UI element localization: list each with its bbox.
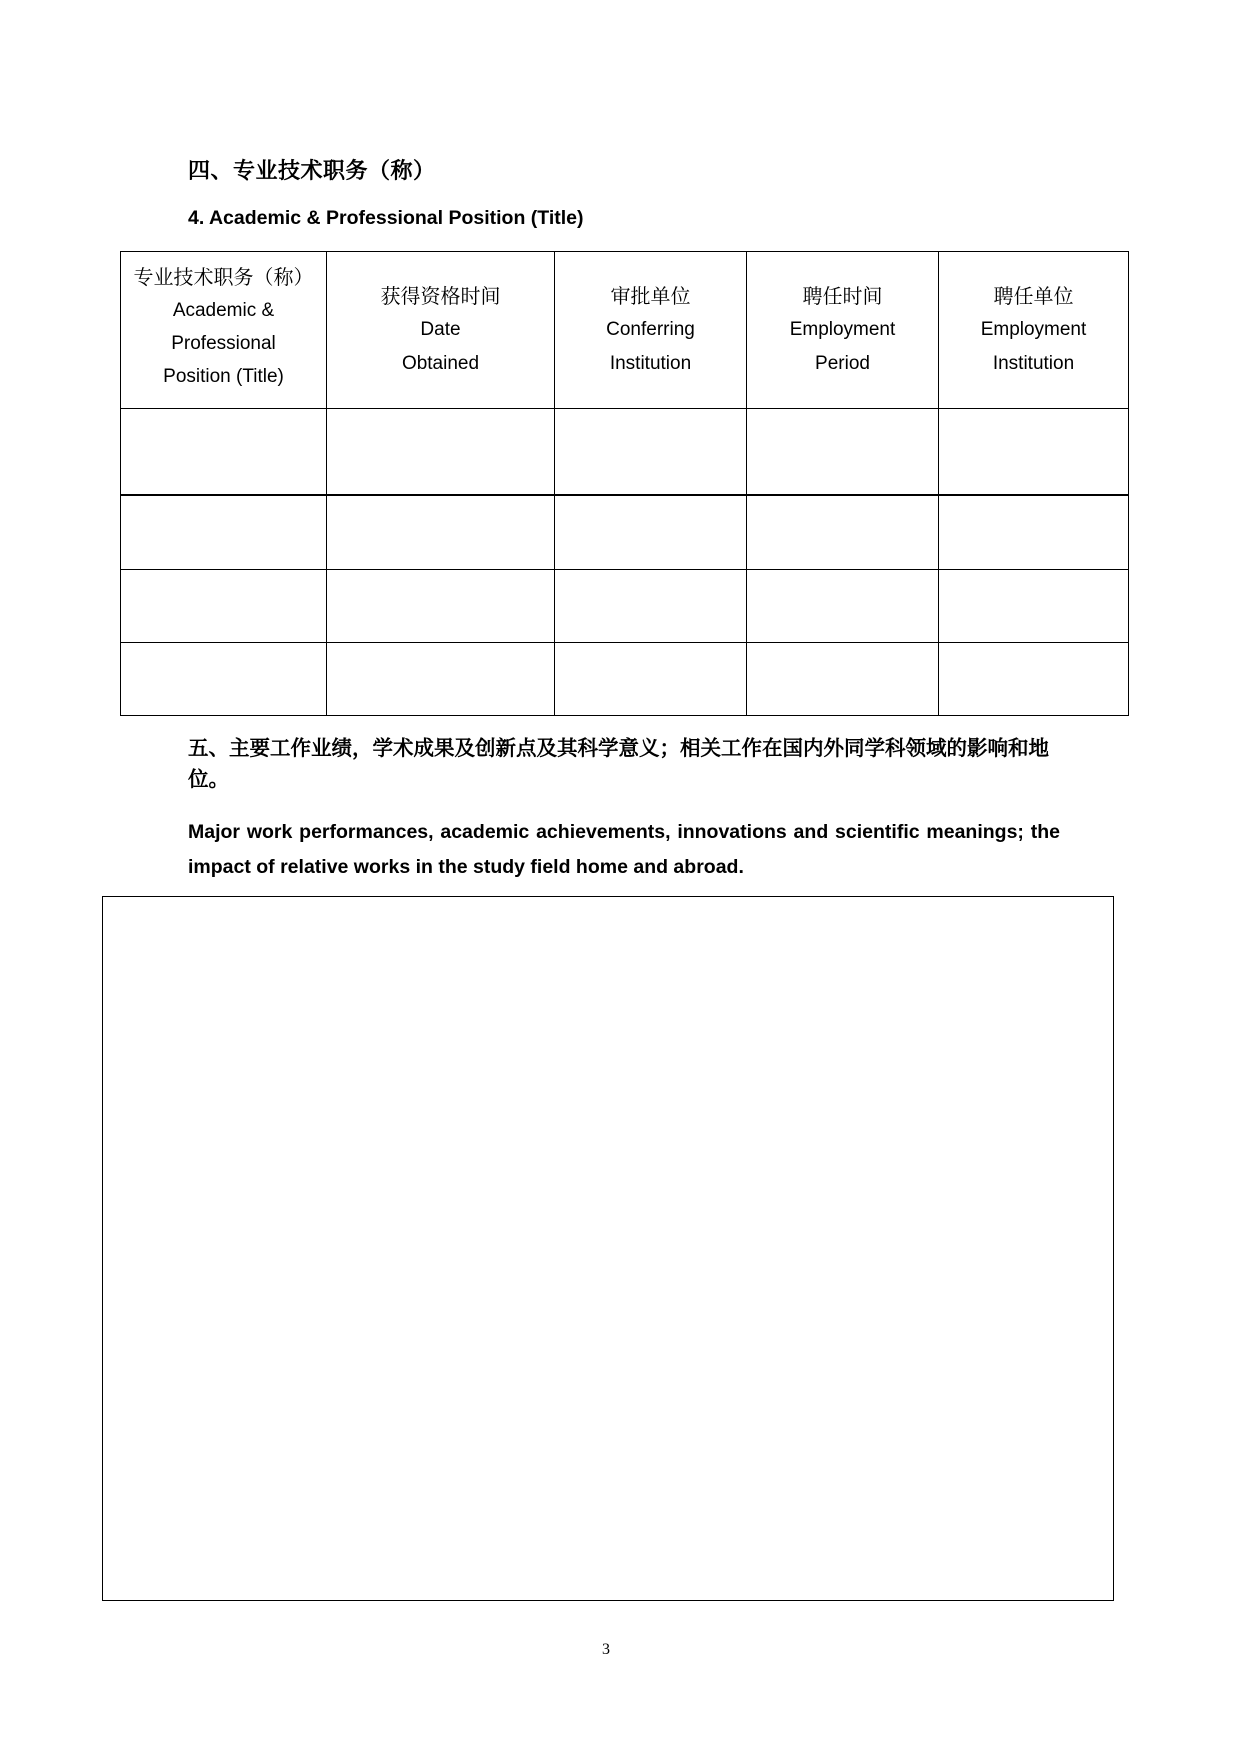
column-header-cn: 聘任单位 — [993, 284, 1074, 308]
table-row — [121, 495, 1129, 570]
table-header-row — [121, 252, 1129, 409]
table-cell-position-title[interactable] — [121, 409, 327, 496]
table-cell-employment-period[interactable] — [747, 495, 939, 570]
table-cell-date-obtained[interactable] — [327, 495, 555, 570]
table-cell-employment-institution[interactable] — [939, 409, 1129, 496]
column-header-en: Period — [815, 353, 870, 374]
column-header-en: Date — [420, 319, 461, 340]
table-cell-position-title[interactable] — [121, 643, 327, 716]
table-cell-date-obtained[interactable] — [327, 570, 555, 643]
column-header-en: Conferring — [606, 319, 695, 340]
column-header-position-title — [121, 252, 327, 409]
column-header-en: Employment — [980, 319, 1087, 340]
table-cell-employment-period[interactable] — [747, 570, 939, 643]
table-cell-conferring-institution[interactable] — [555, 570, 747, 643]
page-number: 3 — [602, 1641, 610, 1658]
section5-heading-en: Major work performances, academic achievements, innovations and scientific meanings; the impact of relative works in the study field home and abroad. — [188, 821, 1060, 878]
table-cell-date-obtained[interactable] — [327, 643, 555, 716]
positions-table — [120, 251, 1129, 716]
table-cell-conferring-institution[interactable] — [555, 643, 747, 716]
column-header-en: Obtained — [401, 353, 480, 374]
table-row — [121, 643, 1129, 716]
table-cell-position-title[interactable] — [121, 495, 327, 570]
table-cell-date-obtained[interactable] — [327, 409, 555, 496]
column-header-conferring-institution — [555, 252, 747, 409]
column-header-en: Professional — [171, 333, 276, 354]
column-header-cn: 专业技术职务（称） — [133, 265, 314, 289]
column-header-cn: 聘任时间 — [802, 284, 883, 308]
column-header-date-obtained — [327, 252, 555, 409]
column-header-employment-period — [747, 252, 939, 409]
table-cell-employment-institution[interactable] — [939, 643, 1129, 716]
column-header-en: Employment — [789, 319, 896, 340]
table-row — [121, 409, 1129, 496]
table-cell-employment-institution[interactable] — [939, 495, 1129, 570]
table-cell-conferring-institution[interactable] — [555, 409, 747, 496]
table-cell-employment-period[interactable] — [747, 643, 939, 716]
section4-heading-cn: 四、专业技术职务（称） — [188, 159, 436, 184]
column-header-employment-institution — [939, 252, 1129, 409]
table-cell-conferring-institution[interactable] — [555, 495, 747, 570]
column-header-en: Position (Title) — [163, 366, 284, 387]
column-header-cn: 获得资格时间 — [380, 284, 501, 308]
column-header-en: Institution — [609, 353, 692, 374]
table-cell-position-title[interactable] — [121, 570, 327, 643]
column-header-en: Institution — [992, 353, 1075, 374]
table-row — [121, 570, 1129, 643]
table-cell-employment-period[interactable] — [747, 409, 939, 496]
column-header-en: Academic & — [172, 300, 275, 321]
section5-heading-cn: 五、主要工作业绩，学术成果及创新点及其科学意义；相关工作在国内外同学科领域的影响和地位。 — [188, 736, 1049, 791]
section4-heading-en: 4. Academic & Professional Position (Title) — [188, 207, 584, 229]
column-header-cn: 审批单位 — [610, 284, 691, 308]
achievements-text-area[interactable] — [102, 896, 1114, 1601]
table-cell-employment-institution[interactable] — [939, 570, 1129, 643]
